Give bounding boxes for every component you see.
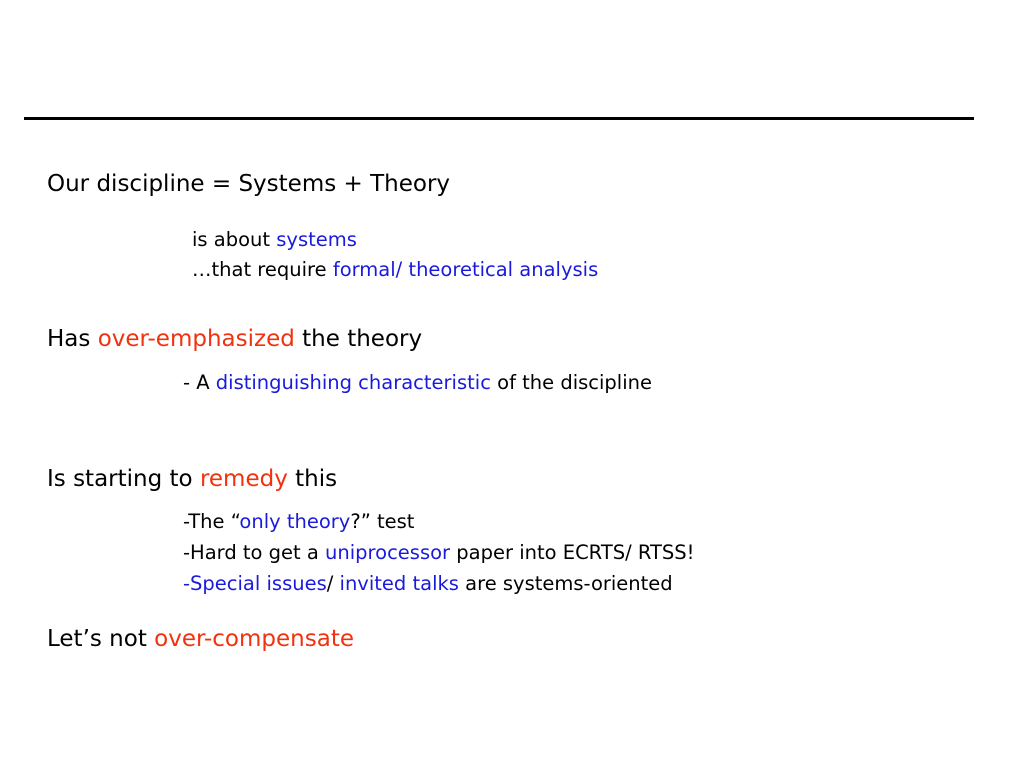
systems-highlight: systems (276, 228, 357, 251)
only-theory-prefix: -The “ (183, 510, 240, 533)
only-theory-highlight: only theory (239, 510, 351, 533)
formal-analysis-highlight: formal/ theoretical analysis (332, 258, 599, 281)
over-compensate-prefix: Let’s not (47, 626, 155, 652)
uniprocessor-highlight: uniprocessor (325, 541, 451, 564)
over-emphasized-suffix: the theory (294, 326, 423, 352)
over-emphasized-highlight: over-emphasized (97, 326, 295, 352)
distinguishing-highlight: distinguishing characteristic (215, 371, 491, 394)
invited-talks-highlight: invited talks (339, 572, 459, 595)
uniprocessor-prefix: -Hard to get a (183, 541, 326, 564)
over-compensate-highlight: over-compensate (154, 626, 354, 652)
about-systems-line (192, 230, 357, 250)
uniprocessor-suffix: paper into ECRTS/ RTSS! (450, 541, 695, 564)
special-issues-highlight: -Special issues (183, 572, 327, 595)
discipline-definition-line (47, 173, 450, 196)
distinguishing-prefix: - A (183, 371, 216, 394)
uniprocessor-paper-line (183, 543, 695, 563)
over-compensate-line (47, 628, 354, 651)
remedy-prefix: Is starting to (47, 466, 200, 492)
remedy-highlight: remedy (199, 466, 288, 492)
distinguishing-characteristic-line (183, 373, 652, 393)
distinguishing-suffix: of the discipline (490, 371, 652, 394)
formal-analysis-line (192, 260, 598, 280)
over-emphasized-prefix: Has (47, 326, 98, 352)
special-issues-suffix: are systems-oriented (458, 572, 673, 595)
only-theory-test-line (183, 512, 414, 532)
remedy-suffix: this (287, 466, 338, 492)
special-issues-separator: / (326, 572, 340, 595)
special-issues-line (183, 574, 673, 594)
over-emphasized-line (47, 328, 422, 351)
only-theory-suffix: ?” test (350, 510, 415, 533)
remedy-line (47, 468, 337, 491)
discipline-definition-text: Our discipline = Systems + Theory (47, 171, 451, 197)
about-systems-prefix: is about (192, 228, 277, 251)
title-divider-rule (24, 117, 974, 120)
formal-analysis-prefix: …that require (192, 258, 333, 281)
